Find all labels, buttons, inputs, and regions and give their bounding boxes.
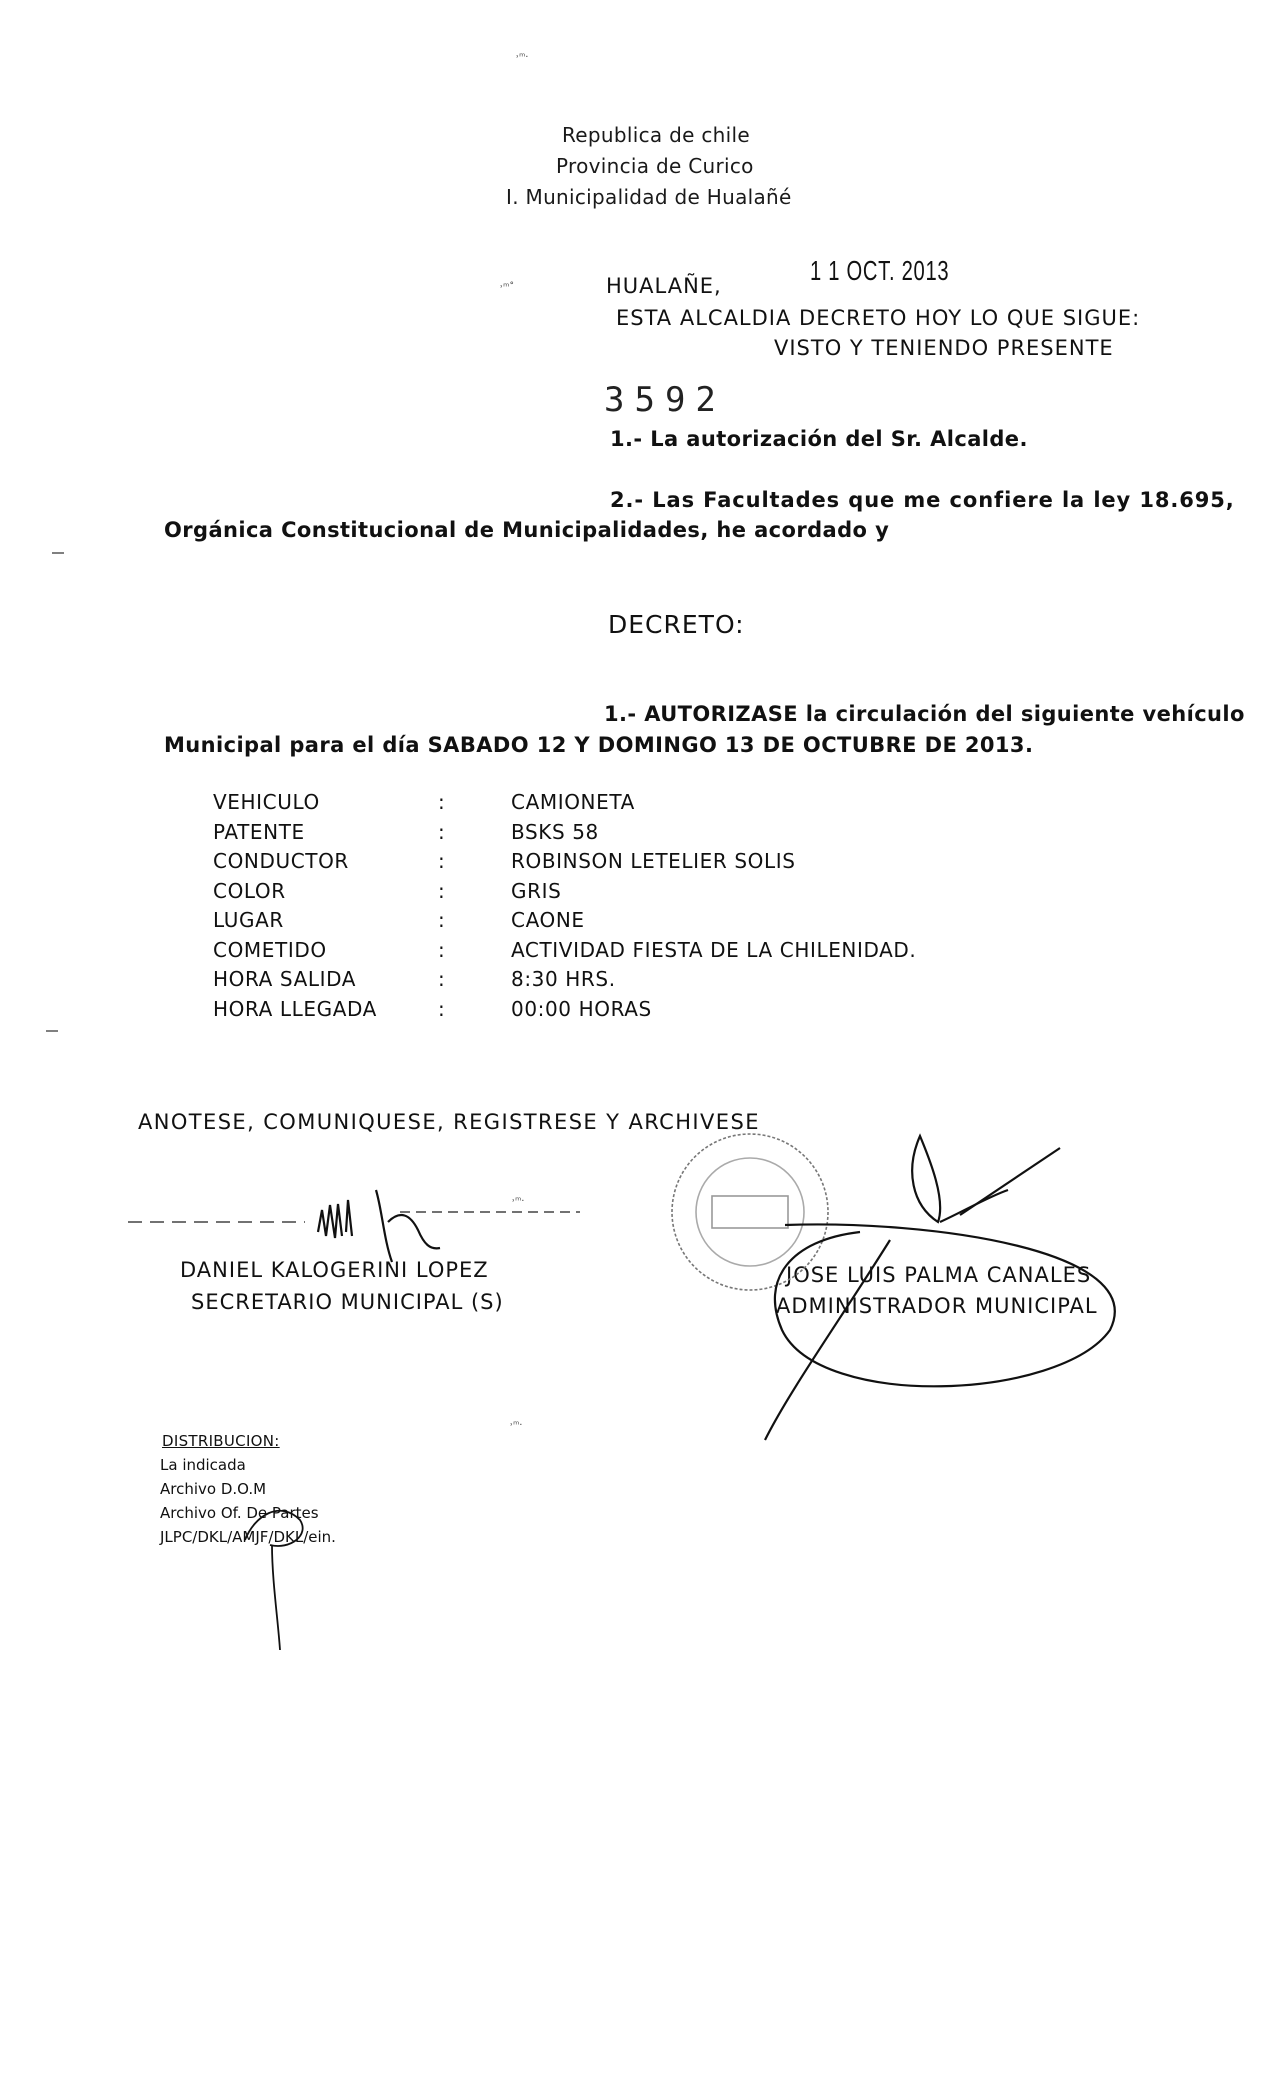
scan-mark: ˒ᵐ·	[516, 52, 529, 63]
row-value: ROBINSON LETELIER SOLIS	[511, 849, 796, 873]
row-value: GRIS	[511, 879, 562, 903]
row-colon: :	[438, 879, 445, 903]
distribution-item: Archivo Of. De Partes	[160, 1504, 319, 1522]
row-colon: :	[438, 790, 445, 814]
resolution-line-2: Municipal para el día SABADO 12 Y DOMINGO 13 DE OCTUBRE DE 2013.	[164, 733, 1034, 757]
row-label: LUGAR	[213, 908, 284, 932]
row-value: BSKS 58	[511, 820, 599, 844]
header-municipality: I. Municipalidad de Hualañé	[506, 185, 792, 209]
row-value: ACTIVIDAD FIESTA DE LA CHILENIDAD.	[511, 938, 917, 962]
intro-line-2: VISTO Y TENIENDO PRESENTE	[774, 336, 1114, 360]
distribution-title: DISTRIBUCION:	[162, 1432, 280, 1450]
row-value: CAONE	[511, 908, 585, 932]
consideration-2-line-1: 2.- Las Facultades que me confiere la ley 18.695,	[610, 488, 1235, 512]
right-signatory-name: JOSE LUIS PALMA CANALES	[786, 1263, 1092, 1287]
consideration-2-line-2: Orgánica Constitucional de Municipalidades, he acordado y	[164, 518, 890, 542]
row-value: 8:30 HRS.	[511, 967, 616, 991]
place-label: HUALAÑE,	[606, 274, 722, 298]
row-label: HORA SALIDA	[213, 967, 357, 991]
header-republic: Republica de chile	[562, 123, 750, 147]
intro-line-1: ESTA ALCALDIA DECRETO HOY LO QUE SIGUE:	[616, 306, 1141, 330]
row-colon: :	[438, 997, 445, 1021]
row-value: CAMIONETA	[511, 790, 635, 814]
row-value: 00:00 HORAS	[511, 997, 652, 1021]
row-label: HORA LLEGADA	[213, 997, 377, 1021]
row-label: COLOR	[213, 879, 286, 903]
distribution-initials-scribble	[245, 1511, 303, 1650]
decreto-heading: DECRETO:	[608, 610, 745, 639]
row-label: CONDUCTOR	[213, 849, 349, 873]
header-province: Provincia de Curico	[556, 154, 754, 178]
left-signature	[318, 1190, 440, 1262]
right-signature	[765, 1136, 1115, 1440]
date-stamp: 1 1 OCT. 2013	[810, 255, 950, 286]
decree-number: 3592	[604, 380, 726, 420]
row-colon: :	[438, 849, 445, 873]
scan-mark: ˒ᵐ·	[510, 1420, 523, 1431]
row-colon: :	[438, 967, 445, 991]
consideration-1: 1.- La autorización del Sr. Alcalde.	[610, 427, 1028, 451]
right-signatory-title: ADMINISTRADOR MUNICIPAL	[776, 1294, 1098, 1318]
row-colon: :	[438, 938, 445, 962]
row-label: PATENTE	[213, 820, 305, 844]
left-signatory-name: DANIEL KALOGERINI LOPEZ	[180, 1258, 489, 1282]
distribution-item: La indicada	[160, 1456, 246, 1474]
closing-formula: ANOTESE, COMUNIQUESE, REGISTRESE Y ARCHIVESE	[138, 1110, 760, 1134]
municipal-seal	[672, 1134, 828, 1290]
left-signatory-title: SECRETARIO MUNICIPAL (S)	[191, 1290, 504, 1314]
distribution-item: Archivo D.O.M	[160, 1480, 267, 1498]
scan-mark: ˒ᵐ·	[512, 1196, 525, 1207]
row-label: VEHICULO	[213, 790, 320, 814]
row-colon: :	[438, 820, 445, 844]
distribution-item: JLPC/DKL/AMJF/DKL/ein.	[160, 1528, 336, 1546]
row-label: COMETIDO	[213, 938, 327, 962]
resolution-line-1: 1.- AUTORIZASE la circulación del siguiente vehículo	[604, 702, 1245, 726]
row-colon: :	[438, 908, 445, 932]
scan-mark: ˒ᵐ˚	[500, 282, 515, 293]
